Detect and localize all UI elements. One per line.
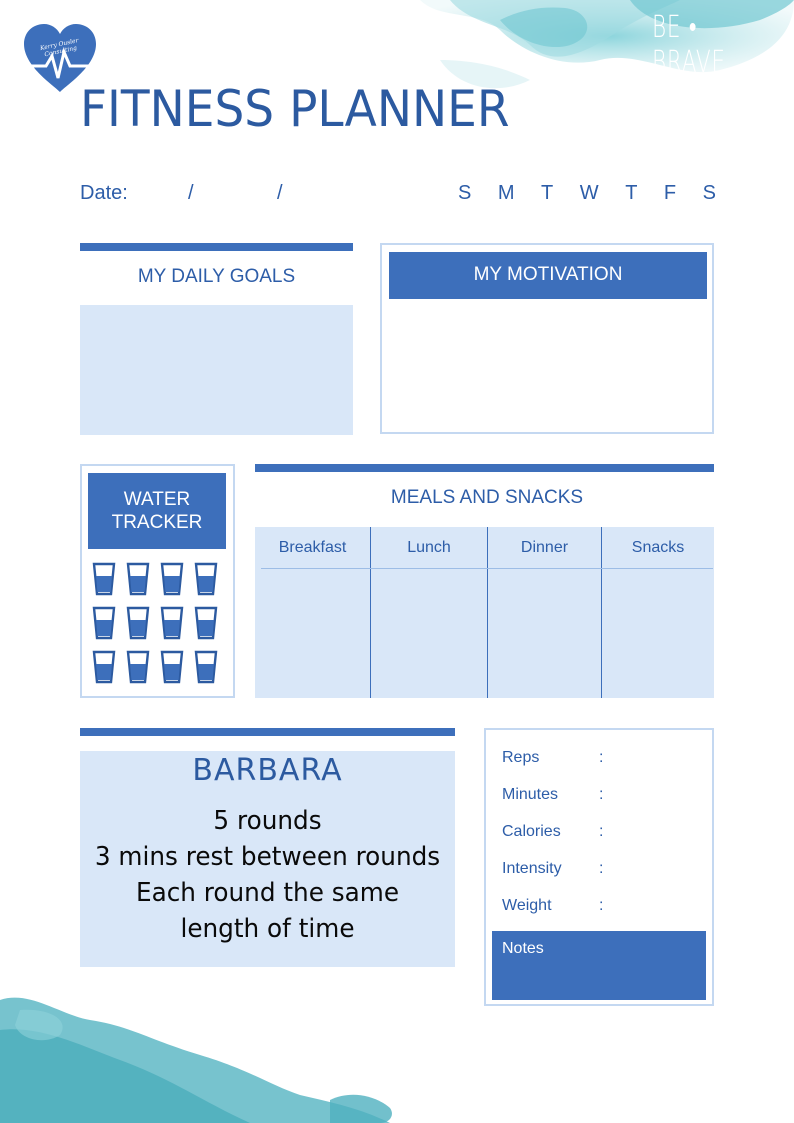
water-title-line2: TRACKER bbox=[111, 512, 203, 533]
day-friday[interactable]: F bbox=[663, 182, 677, 204]
stat-separator: : bbox=[599, 749, 604, 766]
workout-line: 3 mins rest between rounds bbox=[94, 842, 441, 872]
water-glass-icon[interactable] bbox=[126, 606, 150, 640]
date-label: Date: bbox=[80, 182, 128, 204]
day-monday[interactable]: M bbox=[497, 182, 515, 204]
column-snacks: Snacks bbox=[631, 539, 685, 556]
water-glass-icon[interactable] bbox=[194, 650, 218, 684]
page-title: FITNESS PLANNER bbox=[80, 80, 510, 138]
column-breakfast: Breakfast bbox=[278, 539, 347, 556]
stat-separator: : bbox=[599, 786, 604, 803]
stat-separator: : bbox=[599, 897, 604, 914]
header-divider bbox=[261, 568, 713, 569]
water-glass-icon[interactable] bbox=[160, 650, 184, 684]
water-glass-icon[interactable] bbox=[92, 650, 116, 684]
water-glass-icon[interactable] bbox=[92, 606, 116, 640]
water-glass-icon[interactable] bbox=[194, 606, 218, 640]
column-lunch: Lunch bbox=[407, 539, 451, 556]
workout-line: Each round the same bbox=[135, 878, 400, 908]
column-divider bbox=[601, 527, 602, 698]
stat-separator: : bbox=[599, 860, 604, 877]
water-glass-icon[interactable] bbox=[126, 650, 150, 684]
day-saturday[interactable]: S bbox=[702, 182, 716, 204]
water-tracker-title bbox=[88, 473, 226, 549]
logo-text: Kerry Ousler Consulting bbox=[39, 37, 80, 59]
stat-separator: : bbox=[599, 823, 604, 840]
stat-weight-label: Weight bbox=[502, 897, 552, 914]
water-glass-icon[interactable] bbox=[126, 562, 150, 596]
weekday-selector bbox=[458, 182, 716, 205]
tagline: BE • BRAVE bbox=[652, 10, 726, 80]
meals-title: MEALS AND SNACKS bbox=[390, 487, 584, 508]
column-divider bbox=[370, 527, 371, 698]
day-tuesday[interactable]: T bbox=[541, 182, 554, 204]
notes-box[interactable] bbox=[492, 931, 706, 1000]
workout-panel bbox=[80, 751, 455, 967]
water-title-line1: WATER bbox=[123, 489, 191, 510]
column-divider bbox=[487, 527, 488, 698]
goals-title: MY DAILY GOALS bbox=[137, 266, 296, 287]
day-wednesday[interactable]: W bbox=[579, 182, 599, 204]
goals-input-area[interactable] bbox=[80, 305, 353, 435]
water-glass-icon[interactable] bbox=[194, 562, 218, 596]
workout-line: 5 rounds bbox=[213, 806, 322, 836]
workout-description bbox=[70, 803, 465, 947]
water-glass-icon[interactable] bbox=[160, 606, 184, 640]
notes-label: Notes bbox=[502, 940, 544, 957]
column-dinner: Dinner bbox=[520, 539, 569, 556]
stat-calories-label: Calories bbox=[502, 823, 561, 840]
day-sunday[interactable]: S bbox=[458, 182, 472, 204]
water-glasses-grid bbox=[92, 562, 222, 684]
workout-header-bar bbox=[80, 728, 455, 736]
day-thursday[interactable]: T bbox=[625, 182, 638, 204]
stat-reps-label: Reps bbox=[502, 749, 540, 766]
stat-intensity-label: Intensity bbox=[502, 860, 562, 877]
stat-minutes-label: Minutes bbox=[502, 786, 559, 803]
meals-header-bar bbox=[255, 464, 714, 472]
date-separator: / bbox=[188, 182, 194, 204]
goals-header-bar bbox=[80, 243, 353, 251]
motivation-title: MY MOTIVATION bbox=[389, 252, 707, 299]
meals-table bbox=[255, 527, 714, 698]
workout-name: BARBARA bbox=[192, 753, 343, 788]
water-glass-icon[interactable] bbox=[160, 562, 184, 596]
date-separator: / bbox=[277, 182, 283, 204]
water-glass-icon[interactable] bbox=[92, 562, 116, 596]
watercolor-splash-bottom bbox=[0, 990, 420, 1123]
workout-line: length of time bbox=[180, 914, 355, 944]
